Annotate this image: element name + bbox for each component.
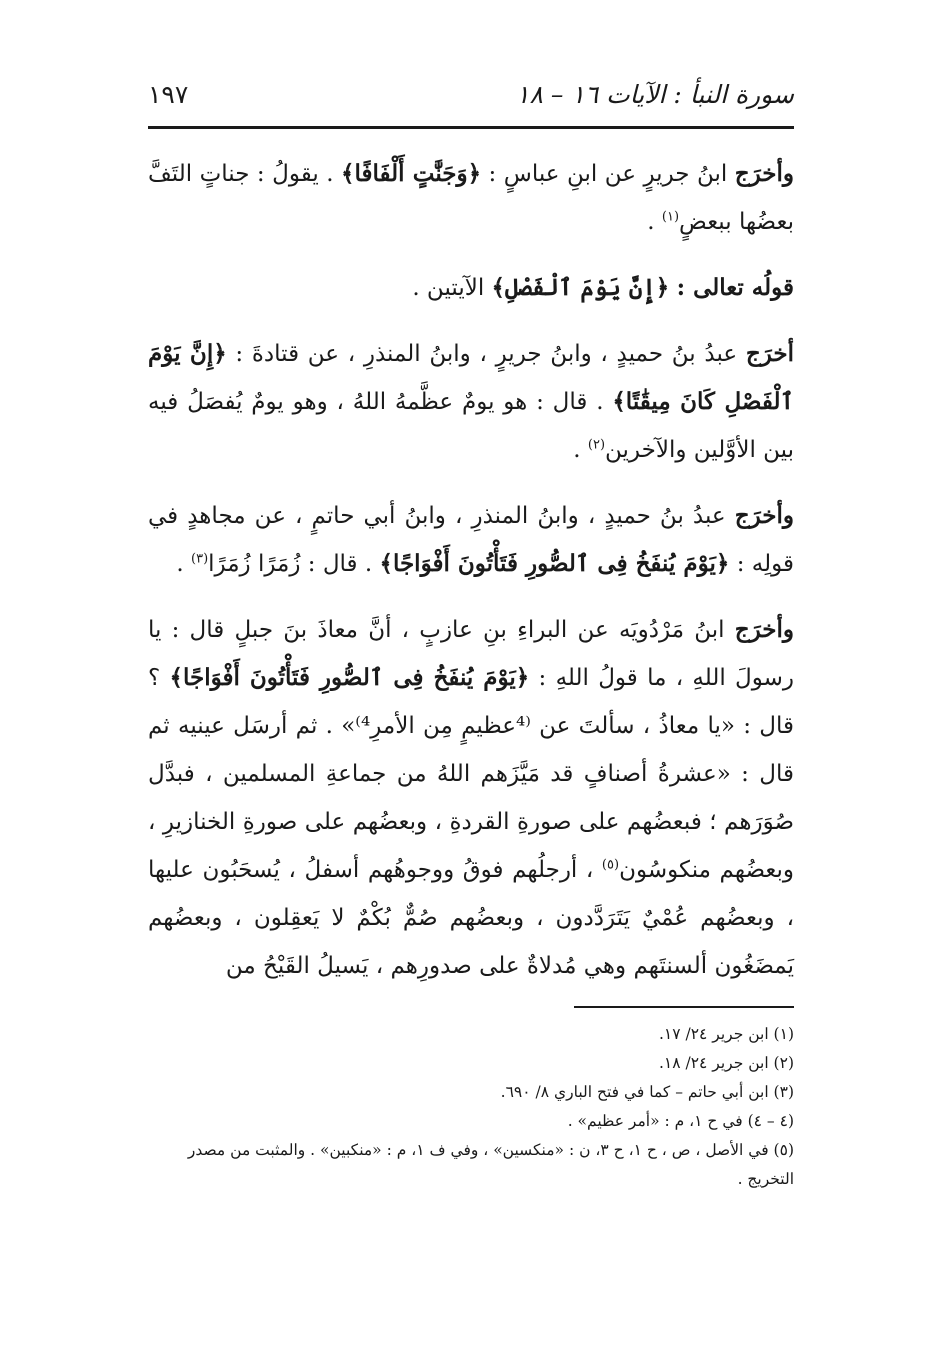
- quran-quote: ﴿إِنَّ يَوْمَ ٱلْفَصْلِ﴾: [491, 274, 670, 301]
- paragraph-text: [669, 275, 676, 301]
- paragraph: [148, 606, 794, 990]
- paragraph-text: الآيتين .: [412, 275, 492, 301]
- paragraph-text: عبدُ بنُ حميدٍ ، وابنُ جريرٍ ، وابنُ المنذرِ ، عن قتادةَ :: [226, 341, 746, 367]
- header-rule: [148, 126, 794, 129]
- quran-quote: ﴿إِنَّ يَوْمَ ٱلْفَصْلِ كَانَ مِيقَٰتًا﴾: [148, 340, 794, 415]
- paragraph-text: ؟ قال : «يا معاذُ ، سألتَ عن ⁽⁴عظيمٍ مِن الأمرِ⁴⁾» . ثم أرسَل عينيه ثم قال : «عشرةُ أصنافٍ قد مَيَّزَهم اللهُ من جماعةِ المسلمين ، فبدَّل صُوَرَهم ؛ فبعضُهم على صورةِ القردةِ ، وبعضُهم على صورةِ الخنازيرِ ، وبعضُهم منكوسُون: [148, 665, 794, 883]
- footnote-rule: [574, 1006, 794, 1008]
- paragraph: [148, 150, 794, 246]
- paragraph-lead: وأخرَج: [734, 502, 794, 529]
- paragraph: [148, 330, 794, 474]
- footnote: (٥) في الأصل ، ص ، ح ١، ح ٣، ن : «منكسين» ، وفي ف ١، م : «منكبين» . والمثبت من مصدر التخريج .: [187, 1141, 794, 1188]
- paragraph-lead: وأخرَج: [734, 616, 794, 643]
- page-number: ١٩٧: [148, 80, 189, 109]
- paragraph-text: ابنُ جريرٍ عن ابنِ عباسٍ :: [481, 161, 735, 187]
- footnote: (٣) ابن أبي حاتم – كما في فتح الباري ٨/ ٦٩٠.: [500, 1083, 794, 1101]
- paragraph-text: ، أرجلُهم فوقُ ووجوهُهم أسفلُ ، يُسحَبُون عليها ، وبعضُهم عُمْيٌ يَتَرَدَّدون ، وبعضُهم صُمٌّ بُكْمٌ لا يَعقِلون ، وبعضُهم يَمضَغُون ألسنتَهم وهي مُدلاةٌ على صدورِهم ، يَسيلُ القَيْحُ من: [148, 857, 794, 979]
- paragraph: [148, 492, 794, 588]
- quran-quote: ﴿يَوْمَ يُنفَخُ فِى ٱلصُّورِ فَتَأْتُونَ أَفْوَاجًا﴾: [379, 550, 730, 577]
- footnote-ref: (٣): [191, 551, 209, 567]
- footnote-ref: (٥): [601, 857, 620, 873]
- paragraph-text: .: [647, 209, 662, 235]
- quran-quote: ﴿يَوْمَ يُنفَخُ فِى ٱلصُّورِ فَتَأْتُونَ أَفْوَاجًا﴾: [169, 664, 530, 691]
- paragraph-lead: وأخرَج: [734, 160, 795, 187]
- paragraph-text: .: [573, 437, 588, 463]
- paragraph: [148, 264, 794, 312]
- footnote-ref: (١): [661, 209, 680, 225]
- footnotes: [148, 1020, 794, 1194]
- running-header: [148, 78, 794, 118]
- paragraph-lead: قولُه تعالى :: [676, 274, 794, 301]
- footnote: (٤ – ٤) في ح ١، م : «أمر عظيم» .: [567, 1112, 794, 1130]
- paragraph-text: . قال : هو يومٌ عظَّمهُ اللهُ ، وهو يومٌ يُفصَلُ فيه بين الأوَّلين والآخرين: [148, 389, 794, 463]
- header-title: سورة النبأ : الآيات ١٦ – ١٨: [516, 80, 794, 109]
- paragraph-text: عبدُ بنُ حميدٍ ، وابنُ المنذرِ ، وابنُ أبي حاتمٍ ، عن مجاهدٍ في قولِه :: [148, 503, 794, 577]
- paragraph-text: .: [176, 551, 191, 577]
- footnote: (١) ابن جرير ٢٤/ ١٧.: [658, 1025, 794, 1043]
- paragraph-text: . يقولُ : جناتٍ التَفَّ بعضُها ببعضٍ: [148, 161, 794, 235]
- footnote: (٢) ابن جرير ٢٤/ ١٨.: [658, 1054, 794, 1072]
- main-text: [148, 150, 794, 1008]
- quran-quote: ﴿وَجَنَّٰتٍ أَلْفَافًا﴾: [341, 160, 482, 187]
- paragraph-lead: أخرَج: [745, 340, 794, 367]
- paragraph-text: . قال : زُمَرًا زُمَرًا: [208, 551, 380, 577]
- footnote-ref: (٢): [587, 437, 606, 453]
- paragraph-text: ابنُ مَرْدُويَه عن البراءِ بنِ عازبٍ ، أنَّ معاذَ بنَ جبلٍ قال : يا رسولَ اللهِ ، ما قولُ اللهِ :: [148, 617, 794, 691]
